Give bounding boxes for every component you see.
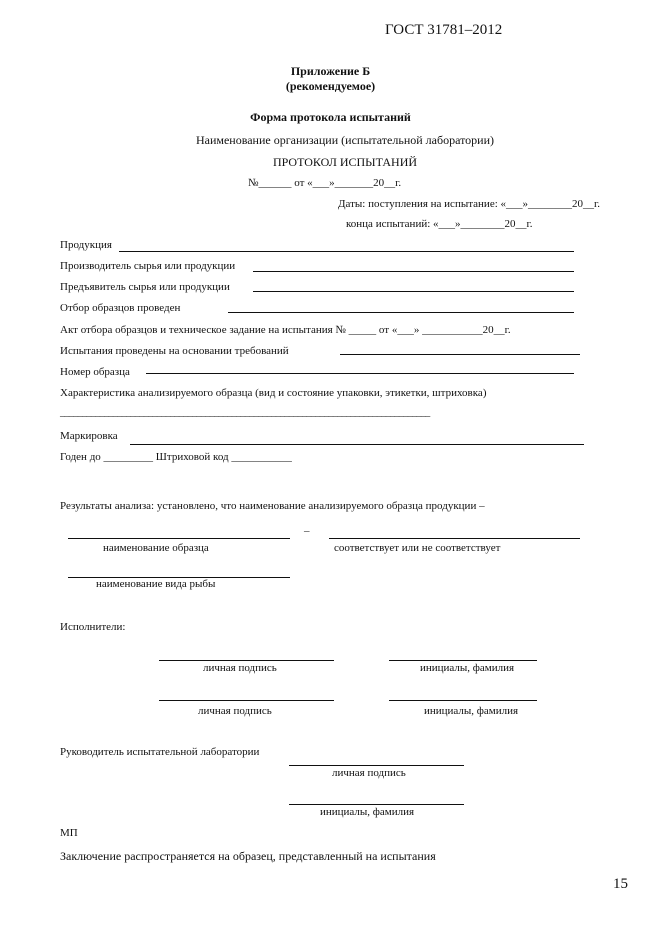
field-characteristic-label: Характеристика анализируемого образца (вид и состояние упаковки, этикетки, штриховка) bbox=[60, 387, 487, 399]
executor-2-initials-line bbox=[389, 700, 537, 701]
dates-received: Даты: поступления на испытание: «___»________20__г. bbox=[338, 198, 601, 210]
field-presenter-label: Предъявитель сырья или продукции bbox=[60, 281, 230, 293]
conclusion-text: Заключение распространяется на образец, представленный на испытания bbox=[60, 849, 436, 863]
results-compliance-line bbox=[329, 538, 580, 539]
field-manufacturer-line bbox=[253, 271, 574, 272]
field-marking-line bbox=[130, 444, 584, 445]
field-product-line bbox=[119, 251, 574, 252]
executors-label: Исполнители: bbox=[60, 621, 126, 633]
head-initials-line bbox=[289, 804, 464, 805]
executor-2-initials-caption: инициалы, фамилия bbox=[424, 705, 519, 717]
dates-end: конца испытаний: «___»________20__г. bbox=[346, 218, 533, 230]
executor-1-initials-line bbox=[389, 660, 537, 661]
form-title: Форма протокола испытаний bbox=[250, 110, 411, 124]
results-text: Результаты анализа: установлено, что наименование анализируемого образца продукции – bbox=[60, 500, 485, 512]
executor-1-initials-caption: инициалы, фамилия bbox=[420, 662, 515, 674]
page-number: 15 bbox=[613, 876, 628, 892]
appendix-subtitle: (рекомендуемое) bbox=[285, 79, 376, 93]
results-compliance-caption: соответствует или не соответствует bbox=[334, 542, 501, 554]
field-basis-line bbox=[340, 354, 580, 355]
field-product-label: Продукция bbox=[60, 239, 112, 251]
results-sample-name-caption: наименование образца bbox=[103, 542, 209, 554]
executor-1-signature-caption: личная подпись bbox=[203, 662, 277, 674]
field-presenter-line bbox=[253, 291, 574, 292]
results-sample-name-line bbox=[68, 538, 290, 539]
protocol-title: ПРОТОКОЛ ИСПЫТАНИЙ bbox=[272, 155, 418, 169]
results-dash: – bbox=[304, 525, 310, 537]
executor-2-signature-line bbox=[159, 700, 334, 701]
field-basis-label: Испытания проведены на основании требований bbox=[60, 345, 289, 357]
head-signature-caption: личная подпись bbox=[332, 767, 406, 779]
results-fish-kind-caption: наименование вида рыбы bbox=[96, 578, 216, 590]
standard-code: ГОСТ 31781–2012 bbox=[385, 22, 503, 38]
field-expiry-barcode: Годен до _________ Штриховой код ___________ bbox=[60, 451, 292, 463]
protocol-number-line: №______ от «___»_______20__г. bbox=[248, 177, 402, 189]
organization-name: Наименование организации (испытательной лаборатории) bbox=[195, 133, 495, 147]
field-sampling-label: Отбор образцов проведен bbox=[60, 302, 181, 314]
head-label: Руководитель испытательной лаборатории bbox=[60, 746, 260, 758]
head-signature-line bbox=[289, 765, 464, 766]
field-manufacturer-label: Производитель сырья или продукции bbox=[60, 260, 236, 272]
executor-2-signature-caption: личная подпись bbox=[198, 705, 272, 717]
stamp-label: МП bbox=[60, 827, 78, 839]
field-characteristic-blank: ____________________________________________________________________________________ bbox=[60, 407, 430, 418]
field-sample-number-label: Номер образца bbox=[60, 366, 130, 378]
appendix-title: Приложение Б bbox=[290, 64, 371, 78]
field-sample-number-line bbox=[146, 373, 574, 374]
field-act-label: Акт отбора образцов и техническое задание на испытания № _____ от «___» ___________20__г. bbox=[60, 324, 511, 336]
head-initials-caption: инициалы, фамилия bbox=[320, 806, 415, 818]
executor-1-signature-line bbox=[159, 660, 334, 661]
field-sampling-line bbox=[228, 312, 574, 313]
field-marking-label: Маркировка bbox=[60, 430, 118, 442]
